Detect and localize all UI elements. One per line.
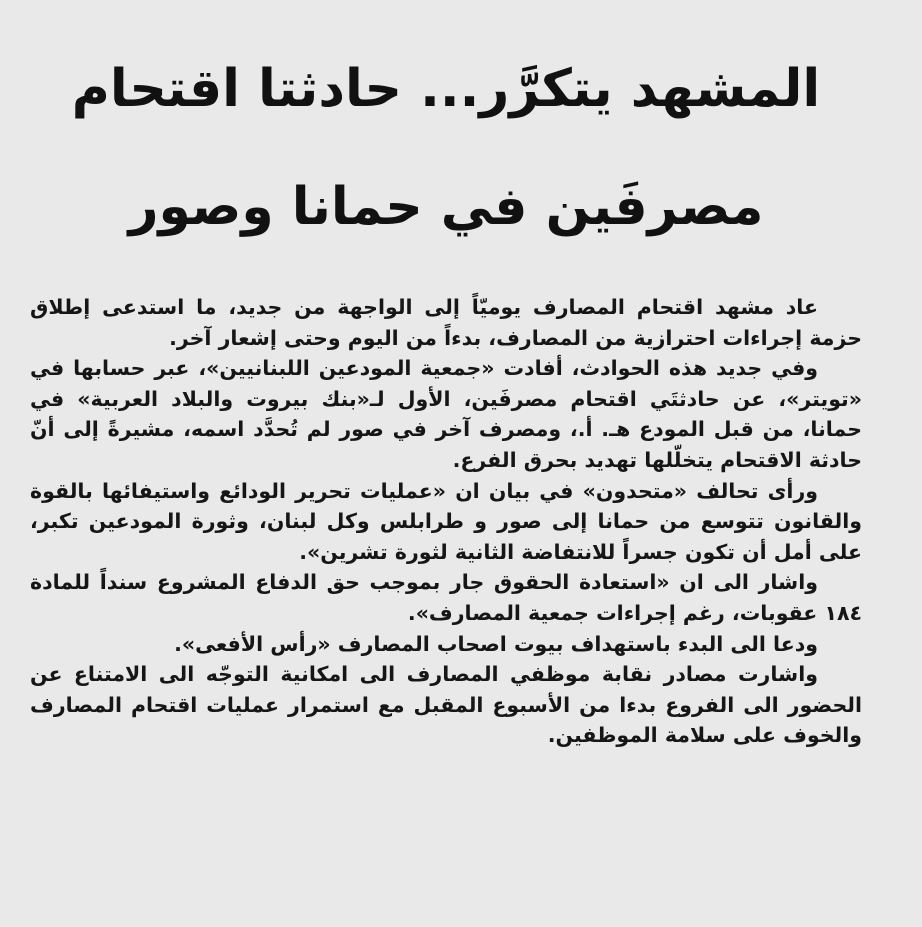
headline-line-2: مصرفَين في حمانا وصور	[128, 177, 764, 237]
paragraph-incidents: وفي جديد هذه الحوادث، أفادت «جمعية المودعين اللبنانيين»، عبر حسابها في «تويتر»، عن حادثتَي اقتحام مصرفَين، الأول لـ«بنك بيروت والبلاد العربية» في حمانا، من قبل المودع هـ. أ.، ومصرف آخر في صور لم تُحدَّد اسمه، مشيرةً إلى أنّ حادثة الاقتحام يتخلّلها تهديد بحرق الفرع.	[30, 356, 862, 472]
paragraph-intro: عاد مشهد اقتحام المصارف يوميّاً إلى الواجهة من جديد، ما استدعى إطلاق حزمة إجراءات احترازية من المصارف، بدءاً من اليوم وحتى إشعار آخر.	[30, 295, 862, 350]
paragraph-legal-basis: واشار الى ان «استعادة الحقوق جار بموجب حق الدفاع المشروع سنداً للمادة ١٨٤ عقوبات، رغم إجراءات جمعية المصارف».	[30, 570, 862, 625]
article-body	[30, 292, 862, 751]
paragraph-call-to-target: ودعا الى البدء باستهداف بيوت اصحاب المصارف «رأس الأفعى».	[174, 631, 818, 656]
paragraph-mutahidun-statement: ورأى تحالف «متحدون» في بيان ان «عمليات تحرير الودائع واستيفائها بالقوة والقانون تتوسع من حمانا إلى صور و طرابلس وكل لبنان، وثورة المودعين تكبر، على أمل أن تكون جسراً للانتفاضة الثانية لثورة تشرين».	[30, 478, 862, 564]
article-headline	[30, 30, 862, 266]
paragraph-union-sources: واشارت مصادر نقابة موظفي المصارف الى امكانية التوجّه الى الامتناع عن الحضور الى الفروع بدءا من الأسبوع المقبل مع استمرار عمليات اقتحام المصارف والخوف على سلامة الموظفين.	[30, 662, 862, 748]
headline-line-1: المشهد يتكرَّر... حادثتا اقتحام	[71, 59, 821, 119]
